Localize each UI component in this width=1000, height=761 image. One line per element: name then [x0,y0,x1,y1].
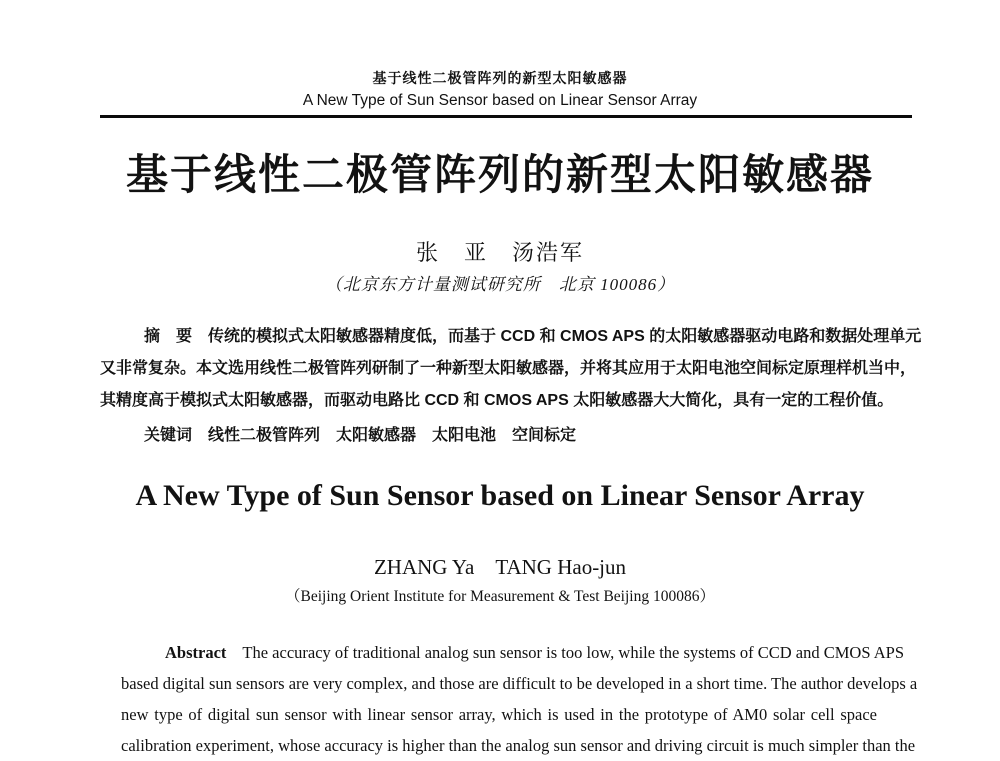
abstract-cn-line: 其精度高于模拟式太阳敏感器，而驱动电路比 CCD 和 CMOS APS 太阳敏感器大大简化，具有一定的工程价值。 [100,392,894,409]
abstract-cn-label: 摘 要 [144,328,193,345]
abstract-cn-text: 传统的模拟式太阳敏感器精度低，而基于 CCD 和 CMOS APS 的太阳敏感器驱动电路和数据处理单元 [208,328,922,345]
abstract-cn-line [100,321,922,353]
abstract-en-label: Abstract [165,643,227,662]
affiliation-cn: （北京东方计量测试研究所 北京 100086） [324,275,676,294]
abstract-cn [100,321,922,417]
article-title-en: A New Type of Sun Sensor based on Linear Sensor Array [135,479,865,512]
abstract-en-line: new type of digital sun sensor with linear sensor array, which is used in the prototype of AM0 solar cell space [121,705,877,724]
abstract-cn-line: 又非常复杂。本文选用线性二极管阵列研制了一种新型太阳敏感器，并将其应用于太阳电池空间标定原理样机当中， [100,360,917,377]
keywords-cn-label: 关键词 [144,427,193,444]
keywords-cn [100,420,906,452]
running-head-title-cn: 基于线性二极管阵列的新型太阳敏感器 [372,70,628,86]
header-rule [100,115,912,118]
authors-cn: 张 亚 汤浩军 [415,240,584,265]
affiliation-en: （Beijing Orient Institute for Measurement & Test Beijing 100086） [285,588,715,605]
keywords-cn-line [100,420,906,452]
authors-en: ZHANG Ya TANG Hao-jun [373,555,627,579]
abstract-en-line: based digital sun sensors are very complex, and those are difficult to be developed in a short time. The author develops a [121,674,918,693]
abstract-en-line: calibration experiment, whose accuracy is higher than the analog sun sensor and driving circuit is much simpler than the [121,736,916,755]
abstract-en-line [121,637,905,668]
keywords-cn-text: 线性二极管阵列 太阳敏感器 太阳电池 空间标定 [208,427,577,444]
running-head-title-en: A New Type of Sun Sensor based on Linear Sensor Array [302,92,698,109]
abstract-en [121,637,918,761]
article-title-cn: 基于线性二极管阵列的新型太阳敏感器 [125,151,874,198]
abstract-en-text: The accuracy of traditional analog sun sensor is too low, while the systems of CCD and CMOS APS [242,643,905,662]
